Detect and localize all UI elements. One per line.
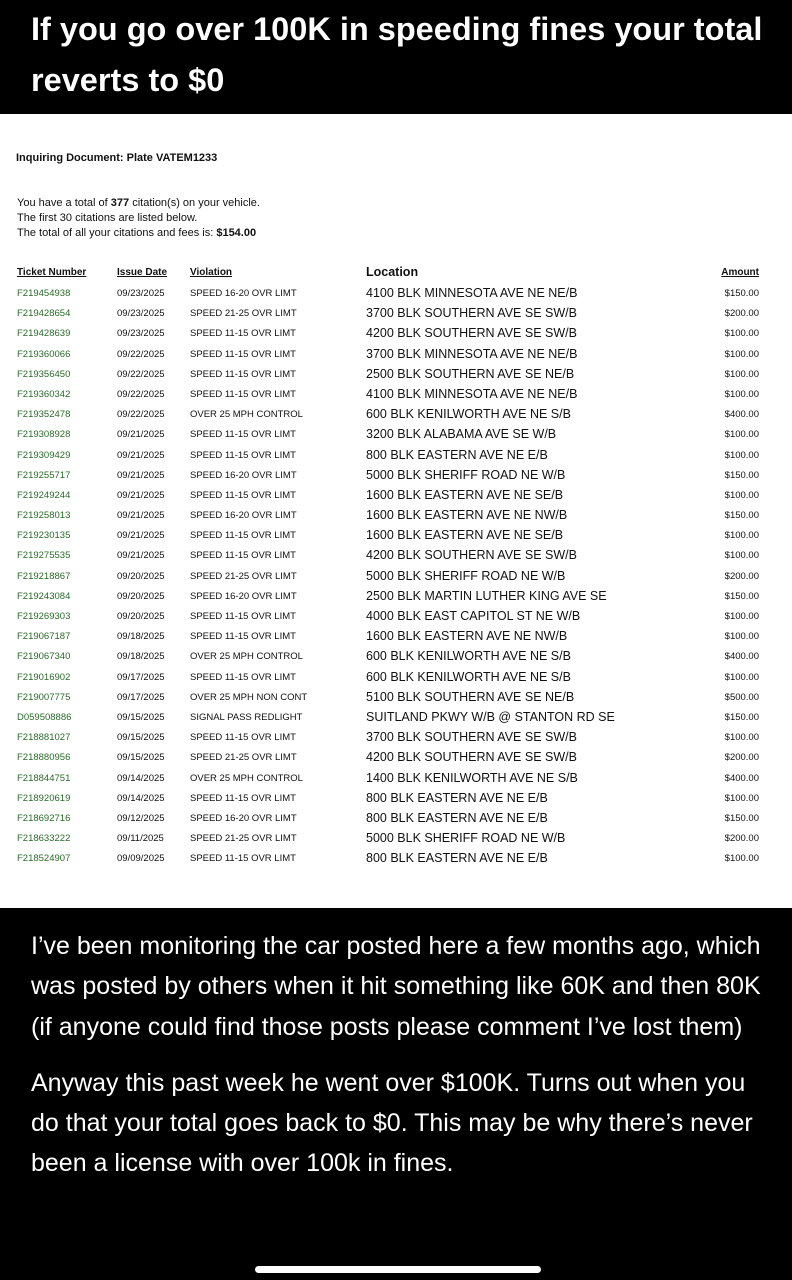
amount-cell: $100.00 xyxy=(724,671,759,683)
location-cell: 3200 BLK ALABAMA AVE SE W/B xyxy=(366,427,557,442)
violation-cell: SPEED 11-15 OVR LIMT xyxy=(190,449,296,461)
violation-cell: SPEED 11-15 OVR LIMT xyxy=(190,429,296,441)
amount-cell: $150.00 xyxy=(724,711,759,723)
amount-cell: $100.00 xyxy=(724,611,759,622)
table-row xyxy=(0,468,792,488)
violation-cell: SPEED 11-15 OVR LIMT xyxy=(190,792,296,804)
amount-cell: $100.00 xyxy=(724,328,759,340)
table-row xyxy=(0,771,792,791)
amount-cell: $100.00 xyxy=(724,368,759,380)
issue-date-cell: 09/15/2025 xyxy=(117,711,165,723)
issue-date-cell: 09/20/2025 xyxy=(117,611,165,622)
location-cell: 800 BLK EASTERN AVE NE E/B xyxy=(366,447,548,462)
table-row xyxy=(0,609,792,629)
location-cell: 2500 BLK MARTIN LUTHER KING AVE SE xyxy=(366,588,607,603)
post-body-paragraph-2: Anyway this past week he went over $100K. Turns out when you do that your total goes back to $0. This may be why there’s never been a license with over 100k in fines. xyxy=(31,1068,753,1178)
issue-date-cell: 09/12/2025 xyxy=(117,812,165,824)
table-row xyxy=(0,488,792,508)
total-fees: $154.00 xyxy=(216,227,257,239)
violation-cell: SPEED 21-25 OVR LIMT xyxy=(190,308,297,320)
amount-cell: $100.00 xyxy=(724,449,759,461)
issue-date-cell: 09/21/2025 xyxy=(117,449,165,461)
location-cell: 4100 BLK MINNESOTA AVE NE NE/B xyxy=(366,286,578,300)
issue-date-cell: 09/21/2025 xyxy=(117,530,165,542)
table-row xyxy=(0,690,792,710)
amount-cell: $150.00 xyxy=(724,510,759,522)
amount-cell: $100.00 xyxy=(724,792,759,804)
issue-date-cell: 09/21/2025 xyxy=(117,429,165,441)
table-row xyxy=(0,427,792,447)
amount-cell: $200.00 xyxy=(724,752,759,764)
table-row xyxy=(0,750,792,770)
table-row xyxy=(0,670,792,690)
table-row xyxy=(0,811,792,831)
column-header-date: Issue Date xyxy=(117,267,168,278)
location-cell: 4200 BLK SOUTHERN AVE SE SW/B xyxy=(366,548,577,563)
location-cell: 4100 BLK MINNESOTA AVE NE NE/B xyxy=(366,386,578,401)
amount-cell: $400.00 xyxy=(724,651,759,663)
citation-count: 377 xyxy=(110,197,130,209)
amount-cell: $150.00 xyxy=(724,469,759,481)
ticket-number-cell: F218633222 xyxy=(17,833,71,845)
table-row xyxy=(0,589,792,609)
violation-cell: SPEED 16-20 OVR LIMT xyxy=(190,590,297,602)
post-body xyxy=(31,926,771,1200)
ticket-number-cell: F218692716 xyxy=(17,812,71,824)
table-row xyxy=(0,569,792,589)
issue-date-cell: 09/21/2025 xyxy=(117,469,165,481)
violation-cell: SIGNAL PASS REDLIGHT xyxy=(190,711,303,723)
ticket-number-cell: F219218867 xyxy=(17,570,71,582)
violation-cell: SPEED 11-15 OVR LIMT xyxy=(190,388,296,400)
issue-date-cell: 09/22/2025 xyxy=(117,368,165,380)
violation-cell: SPEED 21-25 OVR LIMT xyxy=(190,833,297,845)
table-row xyxy=(0,730,792,750)
post-body-paragraph-1: I’ve been monitoring the car posted here a few months ago, which was posted by others when it hit something like 60K and then 80K (if anyone could find those posts please comment I’ve lost them) xyxy=(31,932,761,1041)
issue-date-cell: 09/14/2025 xyxy=(117,792,165,804)
issue-date-cell: 09/20/2025 xyxy=(117,590,165,602)
table-row xyxy=(0,326,792,346)
violation-cell: SPEED 11-15 OVR LIMT xyxy=(190,853,296,865)
issue-date-cell: 09/15/2025 xyxy=(117,732,165,744)
ticket-number-cell: F219243084 xyxy=(17,590,71,602)
issue-date-cell: 09/23/2025 xyxy=(117,308,165,320)
issue-date-cell: 09/21/2025 xyxy=(117,489,165,501)
location-cell: 1600 BLK EASTERN AVE NE SE/B xyxy=(366,487,564,502)
ticket-number-cell: F218844751 xyxy=(17,772,71,784)
table-row xyxy=(0,387,792,407)
issue-date-cell: 09/23/2025 xyxy=(117,288,165,299)
violation-cell: SPEED 11-15 OVR LIMT xyxy=(190,732,296,744)
location-cell: 1600 BLK EASTERN AVE NE NW/B xyxy=(366,629,568,644)
location-cell: 3700 BLK MINNESOTA AVE NE NE/B xyxy=(366,346,578,361)
summary-total-citations xyxy=(17,196,260,211)
issue-date-cell: 09/17/2025 xyxy=(117,671,165,683)
amount-cell: $100.00 xyxy=(724,429,759,441)
ticket-number-cell: F219230135 xyxy=(17,530,71,542)
amount-cell: $150.00 xyxy=(724,288,759,299)
issue-date-cell: 09/15/2025 xyxy=(117,752,165,764)
issue-date-cell: 09/09/2025 xyxy=(117,853,165,865)
location-cell: 600 BLK KENILWORTH AVE NE S/B xyxy=(366,649,571,664)
summary-fees-prefix: The total of all your citations and fees is: xyxy=(17,227,217,239)
amount-cell: $100.00 xyxy=(724,550,759,562)
amount-cell: $150.00 xyxy=(724,812,759,824)
issue-date-cell: 09/21/2025 xyxy=(117,550,165,562)
ticket-number-cell: F219249244 xyxy=(17,489,71,501)
summary-total-fees xyxy=(17,226,260,241)
ticket-number-cell: F218880956 xyxy=(17,752,71,764)
location-cell: 600 BLK KENILWORTH AVE NE S/B xyxy=(366,669,571,684)
column-header-ticket: Ticket Number xyxy=(17,267,87,278)
ticket-number-cell: F219352478 xyxy=(17,409,71,421)
column-header-amount: Amount xyxy=(721,267,759,278)
post-title: If you go over 100K in speeding fines your total reverts to $0 xyxy=(31,11,763,98)
table-row xyxy=(0,347,792,367)
issue-date-cell: 09/18/2025 xyxy=(117,631,165,643)
issue-date-cell: 09/23/2025 xyxy=(117,328,165,340)
violation-cell: OVER 25 MPH CONTROL xyxy=(190,409,303,421)
location-cell: 4200 BLK SOUTHERN AVE SE SW/B xyxy=(366,750,577,765)
location-cell: SUITLAND PKWY W/B @ STANTON RD SE xyxy=(366,709,615,724)
summary-first-listed: The first 30 citations are listed below. xyxy=(17,212,198,224)
amount-cell: $100.00 xyxy=(724,732,759,744)
amount-cell: $400.00 xyxy=(724,409,759,421)
amount-cell: $100.00 xyxy=(724,631,759,643)
location-cell: 5000 BLK SHERIFF ROAD NE W/B xyxy=(366,467,566,482)
violation-cell: SPEED 11-15 OVR LIMT xyxy=(190,368,296,380)
ticket-number-cell: F219308928 xyxy=(17,429,71,441)
document-heading: Inquiring Document: Plate VATEM1233 xyxy=(16,152,218,164)
table-row xyxy=(0,286,792,306)
ticket-number-cell: F219356450 xyxy=(17,368,71,380)
violation-cell: SPEED 11-15 OVR LIMT xyxy=(190,348,296,360)
ticket-number-cell: F219258013 xyxy=(17,510,71,522)
violation-cell: SPEED 11-15 OVR LIMT xyxy=(190,611,296,622)
ticket-number-cell: F219007775 xyxy=(17,691,71,703)
violation-cell: OVER 25 MPH CONTROL xyxy=(190,772,303,784)
amount-cell: $100.00 xyxy=(724,853,759,865)
location-cell: 4200 BLK SOUTHERN AVE SE SW/B xyxy=(366,326,577,341)
citation-document-image xyxy=(0,114,792,908)
table-row xyxy=(0,367,792,387)
amount-cell: $200.00 xyxy=(724,833,759,845)
ticket-number-cell: F218881027 xyxy=(17,732,71,744)
amount-cell: $100.00 xyxy=(724,489,759,501)
violation-cell: SPEED 16-20 OVR LIMT xyxy=(190,288,297,299)
table-row xyxy=(0,831,792,851)
table-row xyxy=(0,791,792,811)
violation-cell: SPEED 16-20 OVR LIMT xyxy=(190,812,297,824)
ticket-number-cell: F219016902 xyxy=(17,671,71,683)
violation-cell: SPEED 21-25 OVR LIMT xyxy=(190,752,297,764)
home-indicator[interactable] xyxy=(255,1266,541,1273)
table-row xyxy=(0,528,792,548)
location-cell: 800 BLK EASTERN AVE NE E/B xyxy=(366,851,548,866)
table-row xyxy=(0,508,792,528)
location-cell: 4000 BLK EAST CAPITOL ST NE W/B xyxy=(366,609,581,623)
location-cell: 3700 BLK SOUTHERN AVE SE SW/B xyxy=(366,730,577,745)
amount-cell: $100.00 xyxy=(724,530,759,542)
table-row xyxy=(0,649,792,669)
location-cell: 1600 BLK EASTERN AVE NE SE/B xyxy=(366,528,564,543)
ticket-number-cell: F219269303 xyxy=(17,611,71,622)
ticket-number-cell: F219275535 xyxy=(17,550,71,562)
location-cell: 600 BLK KENILWORTH AVE NE S/B xyxy=(366,407,571,422)
location-cell: 1600 BLK EASTERN AVE NE NW/B xyxy=(366,508,568,523)
ticket-number-cell: F219454938 xyxy=(17,288,71,299)
issue-date-cell: 09/21/2025 xyxy=(117,510,165,522)
ticket-number-cell: F219360066 xyxy=(17,348,71,360)
violation-cell: SPEED 21-25 OVR LIMT xyxy=(190,570,297,582)
ticket-number-cell: F219428654 xyxy=(17,308,71,320)
issue-date-cell: 09/22/2025 xyxy=(117,388,165,400)
amount-cell: $100.00 xyxy=(724,388,759,400)
ticket-number-cell: D059508886 xyxy=(17,711,72,723)
violation-cell: SPEED 11-15 OVR LIMT xyxy=(190,530,296,542)
table-row xyxy=(0,448,792,468)
amount-cell: $400.00 xyxy=(724,772,759,784)
table-row xyxy=(0,407,792,427)
violation-cell: SPEED 11-15 OVR LIMT xyxy=(190,550,296,562)
ticket-number-cell: F219309429 xyxy=(17,449,71,461)
amount-cell: $150.00 xyxy=(724,590,759,602)
violation-cell: SPEED 11-15 OVR LIMT xyxy=(190,631,296,643)
citation-summary xyxy=(17,196,260,241)
amount-cell: $200.00 xyxy=(724,570,759,582)
violation-cell: SPEED 11-15 OVR LIMT xyxy=(190,489,296,501)
column-header-violation: Violation xyxy=(190,267,233,278)
location-cell: 5000 BLK SHERIFF ROAD NE W/B xyxy=(366,568,566,583)
ticket-number-cell: F219067340 xyxy=(17,651,71,663)
issue-date-cell: 09/14/2025 xyxy=(117,772,165,784)
amount-cell: $200.00 xyxy=(724,308,759,320)
summary-prefix: You have a total of xyxy=(17,197,111,209)
location-cell: 5000 BLK SHERIFF ROAD NE W/B xyxy=(366,831,566,846)
amount-cell: $100.00 xyxy=(724,348,759,360)
location-cell: 2500 BLK SOUTHERN AVE SE NE/B xyxy=(366,366,575,381)
violation-cell: SPEED 16-20 OVR LIMT xyxy=(190,469,297,481)
issue-date-cell: 09/22/2025 xyxy=(117,409,165,421)
amount-cell: $500.00 xyxy=(724,691,759,703)
issue-date-cell: 09/20/2025 xyxy=(117,570,165,582)
table-row xyxy=(0,548,792,568)
summary-suffix: citation(s) on your vehicle. xyxy=(129,197,260,209)
issue-date-cell: 09/11/2025 xyxy=(117,833,164,845)
table-row xyxy=(0,851,792,871)
ticket-number-cell: F218524907 xyxy=(17,853,71,865)
ticket-number-cell: F219067187 xyxy=(17,631,71,643)
table-row xyxy=(0,629,792,649)
location-cell: 5100 BLK SOUTHERN AVE SE NE/B xyxy=(366,689,575,704)
violation-cell: SPEED 16-20 OVR LIMT xyxy=(190,510,297,522)
location-cell: 1400 BLK KENILWORTH AVE NE S/B xyxy=(366,770,578,785)
violation-cell: SPEED 11-15 OVR LIMT xyxy=(190,328,296,340)
issue-date-cell: 09/22/2025 xyxy=(117,348,165,360)
location-cell: 800 BLK EASTERN AVE NE E/B xyxy=(366,790,548,805)
location-cell: 800 BLK EASTERN AVE NE E/B xyxy=(366,810,548,825)
ticket-number-cell: F218920619 xyxy=(17,792,71,804)
issue-date-cell: 09/17/2025 xyxy=(117,691,165,703)
ticket-number-cell: F219428639 xyxy=(17,328,71,340)
location-cell: 3700 BLK SOUTHERN AVE SE SW/B xyxy=(366,306,577,321)
violation-cell: OVER 25 MPH CONTROL xyxy=(190,651,303,663)
ticket-number-cell: F219360342 xyxy=(17,388,71,400)
table-row xyxy=(0,710,792,730)
column-header-location: Location xyxy=(366,265,419,279)
violation-cell: OVER 25 MPH NON CONT xyxy=(190,691,308,703)
issue-date-cell: 09/18/2025 xyxy=(117,651,165,663)
table-row xyxy=(0,306,792,326)
citation-table xyxy=(0,286,792,871)
ticket-number-cell: F219255717 xyxy=(17,469,71,481)
violation-cell: SPEED 11-15 OVR LIMT xyxy=(190,671,296,683)
